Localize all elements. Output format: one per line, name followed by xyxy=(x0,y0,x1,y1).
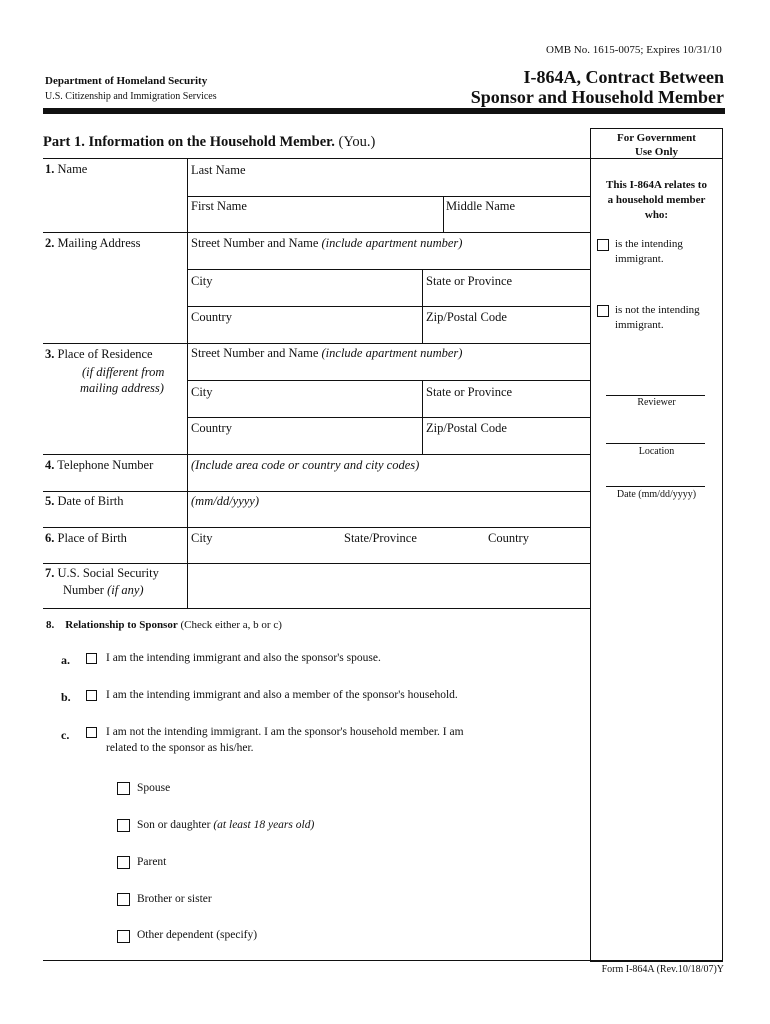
option-a-checkbox[interactable] xyxy=(86,653,97,664)
item5-text: Date of Birth xyxy=(57,494,124,508)
mail-state-field[interactable]: State or Province xyxy=(426,274,513,288)
res-zip-field[interactable]: Zip/Postal Code xyxy=(426,421,507,435)
gov-relates xyxy=(591,178,722,223)
item4-label xyxy=(45,458,153,473)
ssn-field[interactable] xyxy=(188,564,589,608)
reviewer-label: Reviewer xyxy=(637,397,676,408)
gov-relates-line3: who: xyxy=(644,209,669,221)
gov-is-immigrant-checkbox[interactable] xyxy=(597,239,609,251)
department-name: Department of Homeland Security xyxy=(45,75,208,87)
gov-not-immigrant-checkbox[interactable] xyxy=(597,305,609,317)
option-c-text1: I am not the intending immigrant. I am the sponsor's household member. I am xyxy=(106,726,464,738)
item2-number: 2. xyxy=(45,236,55,250)
parent-checkbox[interactable] xyxy=(117,856,130,869)
gov-opt1-line1: is the intending xyxy=(615,238,683,250)
gov-not-immigrant-label xyxy=(615,303,700,333)
res-street-label: Street Number and Name xyxy=(191,346,319,360)
res-city-field[interactable]: City xyxy=(191,385,213,399)
gov-relates-line2: a household member xyxy=(607,194,706,206)
mail-street-label: Street Number and Name xyxy=(191,236,319,250)
date-line[interactable] xyxy=(606,486,705,487)
option-c-text2: related to the sponsor as his/her. xyxy=(106,742,254,754)
item7-text2: Number xyxy=(63,583,104,597)
res-country-field[interactable]: Country xyxy=(191,421,232,435)
grid-line-7 xyxy=(187,417,590,418)
form-title-line1: I-864A, Contract Between xyxy=(523,67,724,87)
item5-number: 5. xyxy=(45,494,55,508)
first-name-field[interactable]: First Name xyxy=(191,199,247,213)
option-c-checkbox[interactable] xyxy=(86,727,97,738)
dob-field[interactable]: (mm/dd/yyyy) xyxy=(191,494,260,508)
mail-country-field[interactable]: Country xyxy=(191,310,232,324)
sibling-checkbox[interactable] xyxy=(117,893,130,906)
item7-text: U.S. Social Security xyxy=(57,566,159,580)
gov-heading-line2: Use Only xyxy=(634,146,679,158)
part1-title-normal: (You.) xyxy=(338,134,376,150)
grid-line-4 xyxy=(187,306,590,307)
part1-title-bold: Part 1. Information on the Household Member. xyxy=(43,134,335,150)
item7-label-line2 xyxy=(63,583,144,598)
grid-line-9 xyxy=(43,491,590,492)
son-daughter-checkbox[interactable] xyxy=(117,819,130,832)
gov-heading xyxy=(591,131,722,159)
location-line[interactable] xyxy=(606,443,705,444)
item1-number: 1. xyxy=(45,162,55,176)
form-revision: Form I-864A (Rev.10/18/07)Y xyxy=(601,964,724,975)
item3-hint2: mailing address) xyxy=(80,381,164,395)
gov-opt2-line2: immigrant. xyxy=(615,319,664,331)
grid-line-12 xyxy=(43,608,590,609)
location-label: Location xyxy=(638,446,675,457)
option-c-letter: c. xyxy=(61,728,70,742)
item4-number: 4. xyxy=(45,458,55,472)
part1-rule xyxy=(43,158,590,159)
grid-sep-res xyxy=(422,380,423,454)
item6-text: Place of Birth xyxy=(57,531,127,545)
other-dependent-checkbox[interactable] xyxy=(117,930,130,943)
option-a-letter: a. xyxy=(61,653,70,667)
spouse-checkbox[interactable] xyxy=(117,782,130,795)
omb-number: OMB No. 1615-0075; Expires 10/31/10 xyxy=(546,44,722,56)
grid-sep-mail xyxy=(422,269,423,343)
option-a-text: I am the intending immigrant and also the sponsor's spouse. xyxy=(106,652,381,664)
grid-divider xyxy=(187,159,188,609)
item6-number: 6. xyxy=(45,531,55,545)
grid-line-6 xyxy=(187,380,590,381)
grid-line-3 xyxy=(187,269,590,270)
gov-relates-line1: This I-864A relates to xyxy=(606,179,707,191)
item3-number: 3. xyxy=(45,347,55,361)
grid-line-8 xyxy=(43,454,590,455)
item3-label xyxy=(45,347,153,362)
res-state-field[interactable]: State or Province xyxy=(426,385,513,399)
item1-text: Name xyxy=(57,162,88,176)
grid-line-10 xyxy=(43,527,590,528)
pob-city-field[interactable]: City xyxy=(191,531,213,545)
spouse-label: Spouse xyxy=(137,782,171,794)
item1-label xyxy=(45,162,87,177)
item5-label xyxy=(45,494,123,509)
item3-hint1: (if different from xyxy=(82,365,165,379)
option-b-checkbox[interactable] xyxy=(86,690,97,701)
item4-text: Telephone Number xyxy=(57,458,154,472)
reviewer-line[interactable] xyxy=(606,395,705,396)
grid-line-1 xyxy=(187,196,590,197)
item2-label xyxy=(45,236,140,251)
header-rule xyxy=(43,108,725,114)
grid-line-2 xyxy=(43,232,590,233)
son-daughter-hint: (at least 18 years old) xyxy=(213,819,315,831)
other-dependent-label: Other dependent (specify) xyxy=(137,929,258,941)
sibling-label: Brother or sister xyxy=(137,893,212,905)
footer-rule xyxy=(43,960,723,961)
res-street-field[interactable] xyxy=(191,346,462,361)
pob-country-field[interactable]: Country xyxy=(488,531,529,545)
gov-is-immigrant-label xyxy=(615,237,683,267)
middle-name-field[interactable]: Middle Name xyxy=(446,199,516,213)
gov-opt1-line2: immigrant. xyxy=(615,253,664,265)
item2-text: Mailing Address xyxy=(57,236,141,250)
pob-state-field[interactable]: State/Province xyxy=(344,531,417,545)
item6-label xyxy=(45,531,127,546)
form-title-line2: Sponsor and Household Member xyxy=(470,87,724,107)
son-daughter-text: Son or daughter xyxy=(137,819,211,831)
mail-zip-field[interactable]: Zip/Postal Code xyxy=(426,310,507,324)
son-daughter-label xyxy=(137,819,314,831)
item8-number: 8. xyxy=(46,619,55,631)
gov-heading-line1: For Government xyxy=(617,132,696,144)
item3-text: Place of Residence xyxy=(57,347,153,361)
option-b-text: I am the intending immigrant and also a member of the sponsor's household. xyxy=(106,689,458,701)
part1-title xyxy=(43,134,375,151)
parent-label: Parent xyxy=(137,856,167,868)
item7-label xyxy=(45,566,159,581)
last-name-field[interactable]: Last Name xyxy=(191,163,246,177)
mail-street-field[interactable] xyxy=(191,236,462,251)
item8-instruction: (Check either a, b or c) xyxy=(180,619,282,631)
item7-hint: (if any) xyxy=(107,583,144,597)
res-street-hint: (include apartment number) xyxy=(321,346,463,360)
mail-street-hint: (include apartment number) xyxy=(321,236,463,250)
agency-name: U.S. Citizenship and Immigration Services xyxy=(45,91,217,102)
date-label: Date (mm/dd/yyyy) xyxy=(616,489,697,500)
option-b-letter: b. xyxy=(61,690,71,704)
item8-title: Relationship to Sponsor xyxy=(65,619,178,631)
mail-city-field[interactable]: City xyxy=(191,274,213,288)
grid-line-5 xyxy=(43,343,590,344)
grid-sep-middle-name xyxy=(443,196,444,232)
item7-number: 7. xyxy=(45,566,55,580)
item8-heading xyxy=(46,619,282,631)
telephone-field[interactable]: (Include area code or country and city codes) xyxy=(191,458,420,472)
gov-opt2-line1: is not the intending xyxy=(615,304,700,316)
